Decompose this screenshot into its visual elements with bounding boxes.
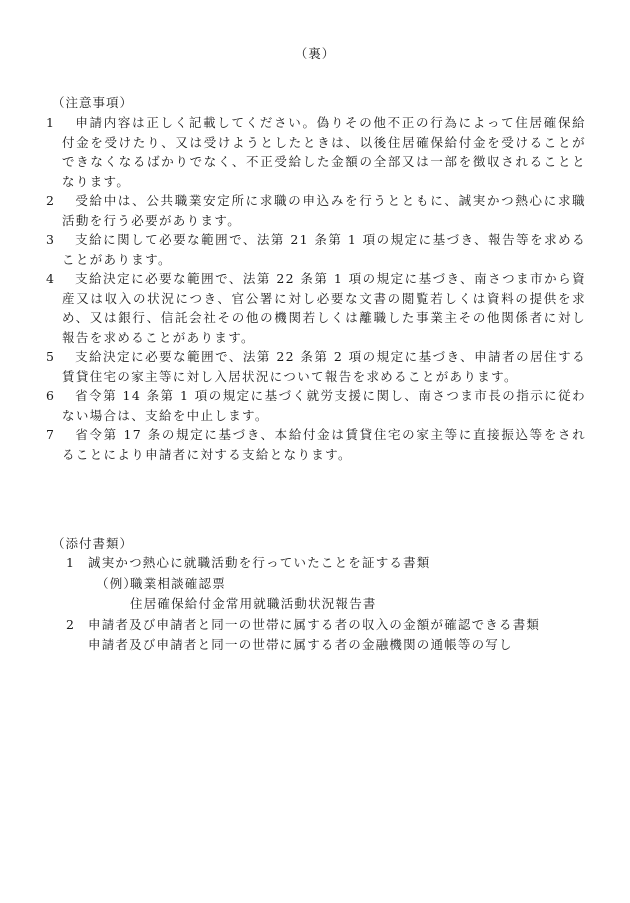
- example-text: 職業相談確認票: [130, 575, 226, 591]
- attachments-heading: （添付書類）: [52, 536, 134, 551]
- note-item: [46, 269, 586, 347]
- attachment-example: [58, 594, 598, 615]
- example-label: （例）: [96, 575, 138, 591]
- note-item: [46, 425, 586, 464]
- note-text: 支給決定に必要な範囲で、法第 22 条第 2 項の規定に基づき、申請者の居住する賃貸住宅の家主等に対し入居状況について報告を求めることがあります。: [62, 349, 586, 384]
- attachment-number: 1: [66, 555, 76, 570]
- note-text: 省令第 14 条第 1 項の規定に基づく就労支援に関し、南さつま市長の指示に従わない場合は、支給を中止します。: [62, 388, 586, 423]
- note-item: [46, 386, 586, 425]
- attachment-example: [58, 574, 598, 595]
- note-text: 申請内容は正しく記載してください。偽りその他不正の行為によって住居確保給付金を受けたり、又は受けようとしたときは、以後住居確保給付金を受けることができなくなるばかりでなく、不正受給した金額の全部又は一部を徴収されることとなります。: [62, 115, 586, 189]
- attachment-item-continuation: [58, 635, 598, 656]
- note-item: [46, 347, 586, 386]
- note-number: 7: [46, 427, 56, 442]
- note-text: 省令第 17 条の規定に基づき、本給付金は賃貸住宅の家主等に直接振込等をされることにより申請者に対する支給となります。: [62, 427, 586, 462]
- page-side-mark: （裏）: [294, 46, 336, 61]
- note-number: 3: [46, 232, 56, 247]
- attachments-list: [58, 553, 598, 656]
- note-text: 支給決定に必要な範囲で、法第 22 条第 1 項の規定に基づき、南さつま市から資産又は収入の状況につき、官公署に対し必要な文書の閲覧若しくは資料の提供を求め、又は銀行、信託会社その他の機関若しくは離職した事業主その他関係者に対し報告を求めることがあります。: [62, 271, 586, 345]
- example-text: 住居確保給付金常用就職活動状況報告書: [130, 596, 377, 611]
- attachment-number: 2: [66, 616, 76, 632]
- attachment-text: 申請者及び申請者と同一の世帯に属する者の収入の金額が確認できる書類: [88, 616, 541, 632]
- notes-list: [46, 113, 586, 464]
- note-item: [46, 230, 586, 269]
- attachment-item: [58, 615, 598, 636]
- note-item: [46, 191, 586, 230]
- note-number: 1: [46, 115, 56, 130]
- note-item: [46, 113, 586, 191]
- attachment-text: 誠実かつ熱心に就職活動を行っていたことを証する書類: [88, 555, 431, 570]
- note-number: 2: [46, 193, 56, 208]
- note-text: 受給中は、公共職業安定所に求職の申込みを行うとともに、誠実かつ熱心に求職活動を行う必要があります。: [62, 193, 586, 228]
- note-number: 6: [46, 388, 56, 403]
- notes-heading: （注意事項）: [52, 95, 134, 110]
- attachment-text: 申請者及び申請者と同一の世帯に属する者の金融機関の通帳等の写し: [88, 637, 513, 652]
- attachment-item: [58, 553, 598, 574]
- note-number: 4: [46, 271, 56, 286]
- note-text: 支給に関して必要な範囲で、法第 21 条第 1 項の規定に基づき、報告等を求めることがあります。: [62, 232, 586, 267]
- note-number: 5: [46, 349, 56, 364]
